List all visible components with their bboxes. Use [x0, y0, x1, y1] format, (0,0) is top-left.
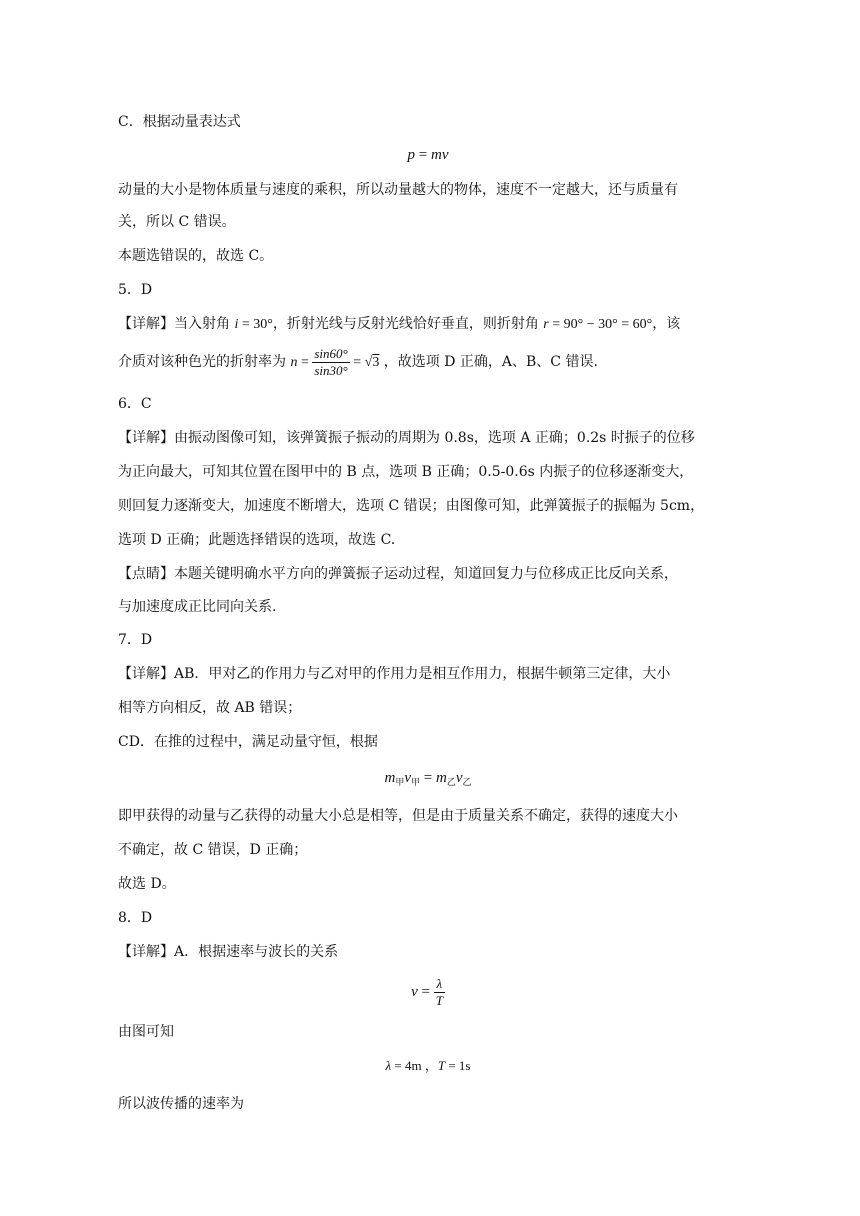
paragraph-c-intro: C．根据动量表达式 — [118, 114, 241, 130]
q5-sqrt-three — [365, 355, 380, 370]
q5-i-value: = 30° — [238, 317, 273, 332]
q5-r-value: = 90° − 30° = 60° — [548, 317, 653, 332]
paragraph-c-explanation-1: 动量的大小是物体质量与速度的乘积，所以动量越大的物体，速度不一定越大，还与质量有 — [118, 182, 678, 198]
q5-detail-line-1 — [118, 314, 738, 335]
q5-text-c: ，该 — [652, 316, 681, 332]
q7-eq-sub2: 甲 — [411, 778, 421, 788]
q5-text-e: ，故选项 D 正确，A、B、C 错误. — [379, 354, 598, 370]
q8-eq-numerator: λ — [434, 976, 445, 993]
q6-detail-line-2: 为正向最大，可知其位置在图甲中的 B 点，选项 B 正确；0.5-0.6s 内振子的位移逐渐变大， — [118, 464, 694, 480]
paragraph-q4-conclusion: 本题选错误的，故选 C。 — [118, 248, 274, 264]
q7-conclusion: 故选 D。 — [118, 876, 176, 892]
q7-detail-line-3: CD．在推的过程中，满足动量守恒，根据 — [118, 734, 378, 750]
equation-momentum — [118, 145, 738, 165]
q8-eq-equals: = — [417, 984, 434, 1000]
q6-tip-line-1: 【点睛】本题关键明确水平方向的弹簧振子运动过程，知道回复力与位移成正比反向关系， — [118, 566, 678, 582]
q6-tip-line-2: 与加速度成正比同向关系. — [118, 599, 277, 615]
q7-eq-sub3: 乙 — [446, 778, 456, 788]
paragraph-c-explanation-2: 关，所以 C 错误。 — [118, 214, 236, 230]
equation-wavelength-period — [118, 1056, 738, 1076]
q7-detail-line-5: 不确定，故 C 错误，D 正确； — [118, 842, 308, 858]
equation-wave-speed — [118, 972, 738, 1012]
q7-detail-line-2: 相等方向相反，故 AB 错误； — [118, 700, 302, 716]
sqrt-sign-icon: √ — [364, 355, 373, 370]
equation-momentum-conservation — [118, 768, 738, 793]
q8-answer: 8．D — [118, 910, 153, 926]
q8-eq-fraction — [434, 976, 445, 1009]
q5-var-n: n — [290, 355, 298, 370]
q5-var-r: r — [543, 317, 549, 332]
q5-text-b: ，折射光线与反射光线恰好垂直，则折射角 — [272, 316, 544, 332]
q7-detail-line-1: 【详解】AB．甲对乙的作用力与乙对甲的作用力是相互作用力，根据牛顿第三定律，大小 — [118, 666, 671, 682]
q8-eq2-lambda: λ — [385, 1058, 392, 1073]
q5-text-d: 介质对该种色光的折射率为 — [118, 354, 291, 370]
q6-detail-line-4: 选项 D 正确；此题选择错误的选项，故选 C. — [118, 532, 396, 548]
eq-equals: = — [415, 147, 431, 163]
q7-eq-m1: m — [384, 770, 396, 786]
eq-p: p — [407, 147, 416, 163]
q7-eq-equals: = — [420, 770, 436, 786]
q8-eq-v: v — [411, 984, 418, 1000]
eq-mv: mv — [430, 147, 449, 163]
q5-var-i: i — [234, 317, 239, 332]
q5-equals-2: = — [349, 355, 365, 370]
q5-fraction-denominator: sin30° — [314, 362, 348, 378]
q7-eq-v1: v — [404, 770, 411, 786]
q7-eq-sub1: 甲 — [395, 778, 405, 788]
q8-eq2-t: T — [437, 1058, 446, 1073]
q7-eq-v2: v — [455, 770, 463, 786]
q5-equals: = — [297, 355, 313, 370]
q8-detail-line-3: 所以波传播的速率为 — [118, 1096, 244, 1112]
q8-eq-denominator: T — [435, 993, 443, 1009]
q7-answer: 7．D — [118, 632, 153, 648]
q6-detail-line-1: 【详解】由振动图像可知，该弹簧振子振动的周期为 0.8s，选项 A 正确；0.2s 时振子的位移 — [118, 430, 695, 446]
q5-refraction-fraction — [312, 346, 349, 379]
q5-sqrt-radicand: 3 — [372, 355, 380, 370]
q7-eq-sub4: 乙 — [462, 778, 472, 788]
q8-detail-line-1: 【详解】A．根据速率与波长的关系 — [118, 944, 339, 960]
q6-answer: 6．C — [118, 396, 152, 412]
q5-detail-line-2 — [118, 342, 738, 382]
q5-text-a: 【详解】当入射角 — [118, 316, 235, 332]
q8-eq2-t-value: = 1s — [445, 1058, 471, 1073]
q5-fraction-numerator: sin60° — [314, 345, 348, 361]
q8-detail-line-2: 由图可知 — [118, 1024, 174, 1040]
q7-eq-m2: m — [435, 770, 447, 786]
q5-answer: 5．D — [118, 282, 153, 298]
q7-detail-line-4: 即甲获得的动量与乙获得的动量大小总是相等，但是由于质量关系不确定，获得的速度大小 — [118, 808, 678, 824]
q6-detail-line-3: 则回复力逐渐变大，加速度不断增大，选项 C 错误；由图像可知，此弹簧振子的振幅为 5cm， — [118, 498, 705, 514]
q8-eq2-lambda-value: = 4m ， — [391, 1058, 438, 1073]
